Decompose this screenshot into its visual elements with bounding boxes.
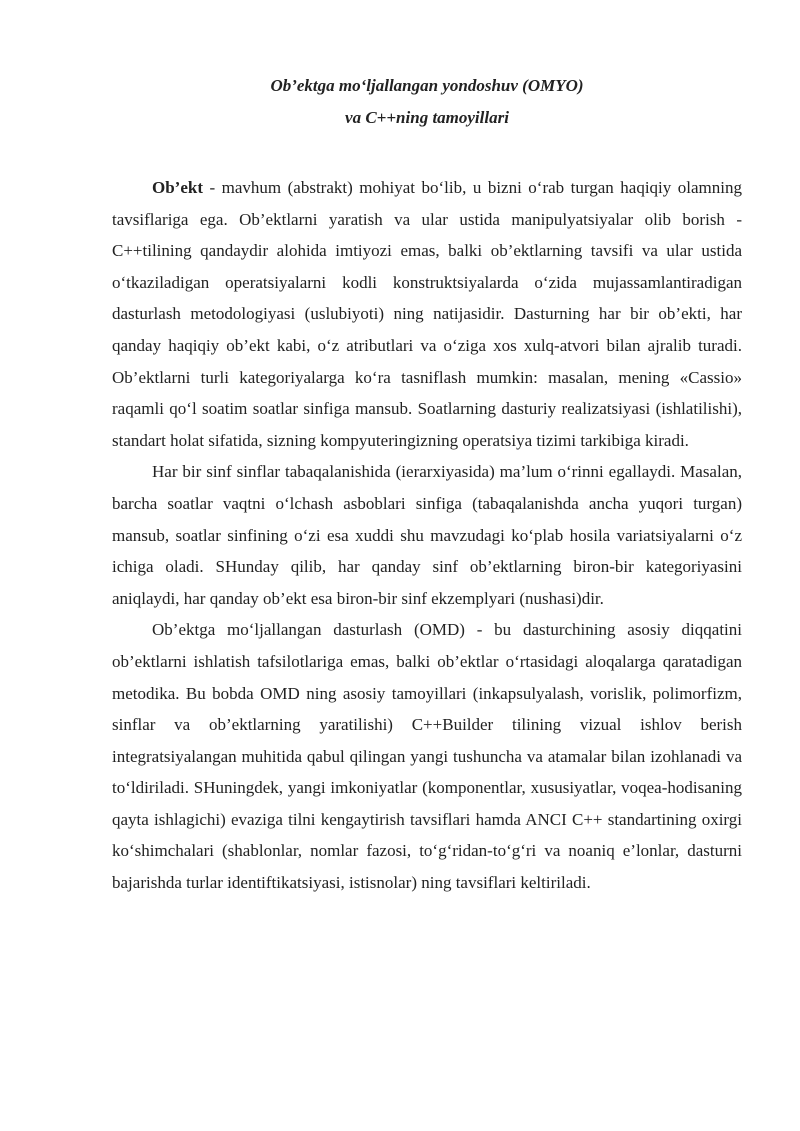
paragraph-class-hierarchy: Har bir sinf sinflar tabaqalanishida (ierarxiyasida) ma’lum o‘rinni egallaydi. Masalan, barcha soatlar vaqtni o‘lchash asboblari sinfiga (tabaqalanishda ancha yuqori turgan) mansub, soatlar sinfining o‘zi esa xuddi shu mavzudagi ko‘plab hosila variatsiyalarni o‘z ichiga oladi. SHunday qilib, har qanday sinf ob’ektlarning biron-bir kategoriyasini aniqlaydi, har qanday ob’ekt esa biron-bir sinf ekzemplyari (nushasi)dir.: [112, 462, 742, 608]
paragraph-oop-methodology: Ob’ektga mo‘ljallangan dasturlash (OMD) - bu dasturchining asosiy diqqatini ob’ektlarni ishlatish tafsilotlariga emas, balki ob’ektlar o‘rtasidagi aloqalarga qaratadigan metodika. Bu bobda OMD ning asosiy tamoyillari (inkapsulyalash, vorislik, polimorfizm, sinflar va ob’ektlarning yaratilishi) C++Builder tilining vizual ishlov berish integratsiyalangan muhitida qabul qilingan yangi tushuncha va atamalar bilan izohlanadi va to‘ldiriladi. SHuningdek, yangi imkoniyatlar (komponentlar, xususiyatlar, voqea-hodisaning qayta ishlagichi) evaziga tilni kengaytirish tavsiflari hamda ANCI C++ standartining oxirgi ko‘shimchalari (shablonlar, nomlar fazosi, to‘g‘ridan-to‘g‘ri va noaniq e’lonlar, dasturni bajarishda turlar identiftikatsiyasi, istisnolar) ning tavsiflari keltiriladi.: [112, 620, 742, 893]
paragraph-object-definition: [112, 172, 742, 456]
paragraph-1-text: - mavhum (abstrakt) mohiyat bo‘lib, u bizni o‘rab turgan haqiqiy olamning tavsiflariga ega. Ob’ektlarni yaratish va ular ustida manipulyatsiyalar olib borish - C++tilining qandaydir alohida imtiyozi emas, balki ob’ektlarning tavsifi va ular ustida o‘tkaziladigan operatsiyalarni kodli konstruktsiyalarda o‘zida mujassamlantiradigan dasturlash metodologiyasi (uslubiyoti) ning natijasidir. Dasturning har bir ob’ekti, har qanday haqiqiy ob’ekt kabi, o‘z atributlari va o‘ziga xos xulq-atvori bilan ajralib turadi. Ob’ektlarni turli kategoriyalarga ko‘ra tasniflash mumkin: masalan, mening «Cassio» raqamli qo‘l soatim soatlar sinfiga mansub. Soatlarning dasturiy realizatsiyasi (ishlatilishi), standart holat sifatida, sizning kompyuteringizning operatsiya tizimi tarkibiga kiradi.: [112, 178, 742, 450]
title-spacer: [112, 134, 742, 172]
document-title-line-1: Ob’ektga mo‘ljallangan yondoshuv (OMYO): [270, 76, 584, 95]
term-object: Ob’ekt: [152, 178, 203, 197]
document-page: [112, 70, 742, 899]
document-title-line-2: va C++ning tamoyillari: [345, 108, 509, 127]
